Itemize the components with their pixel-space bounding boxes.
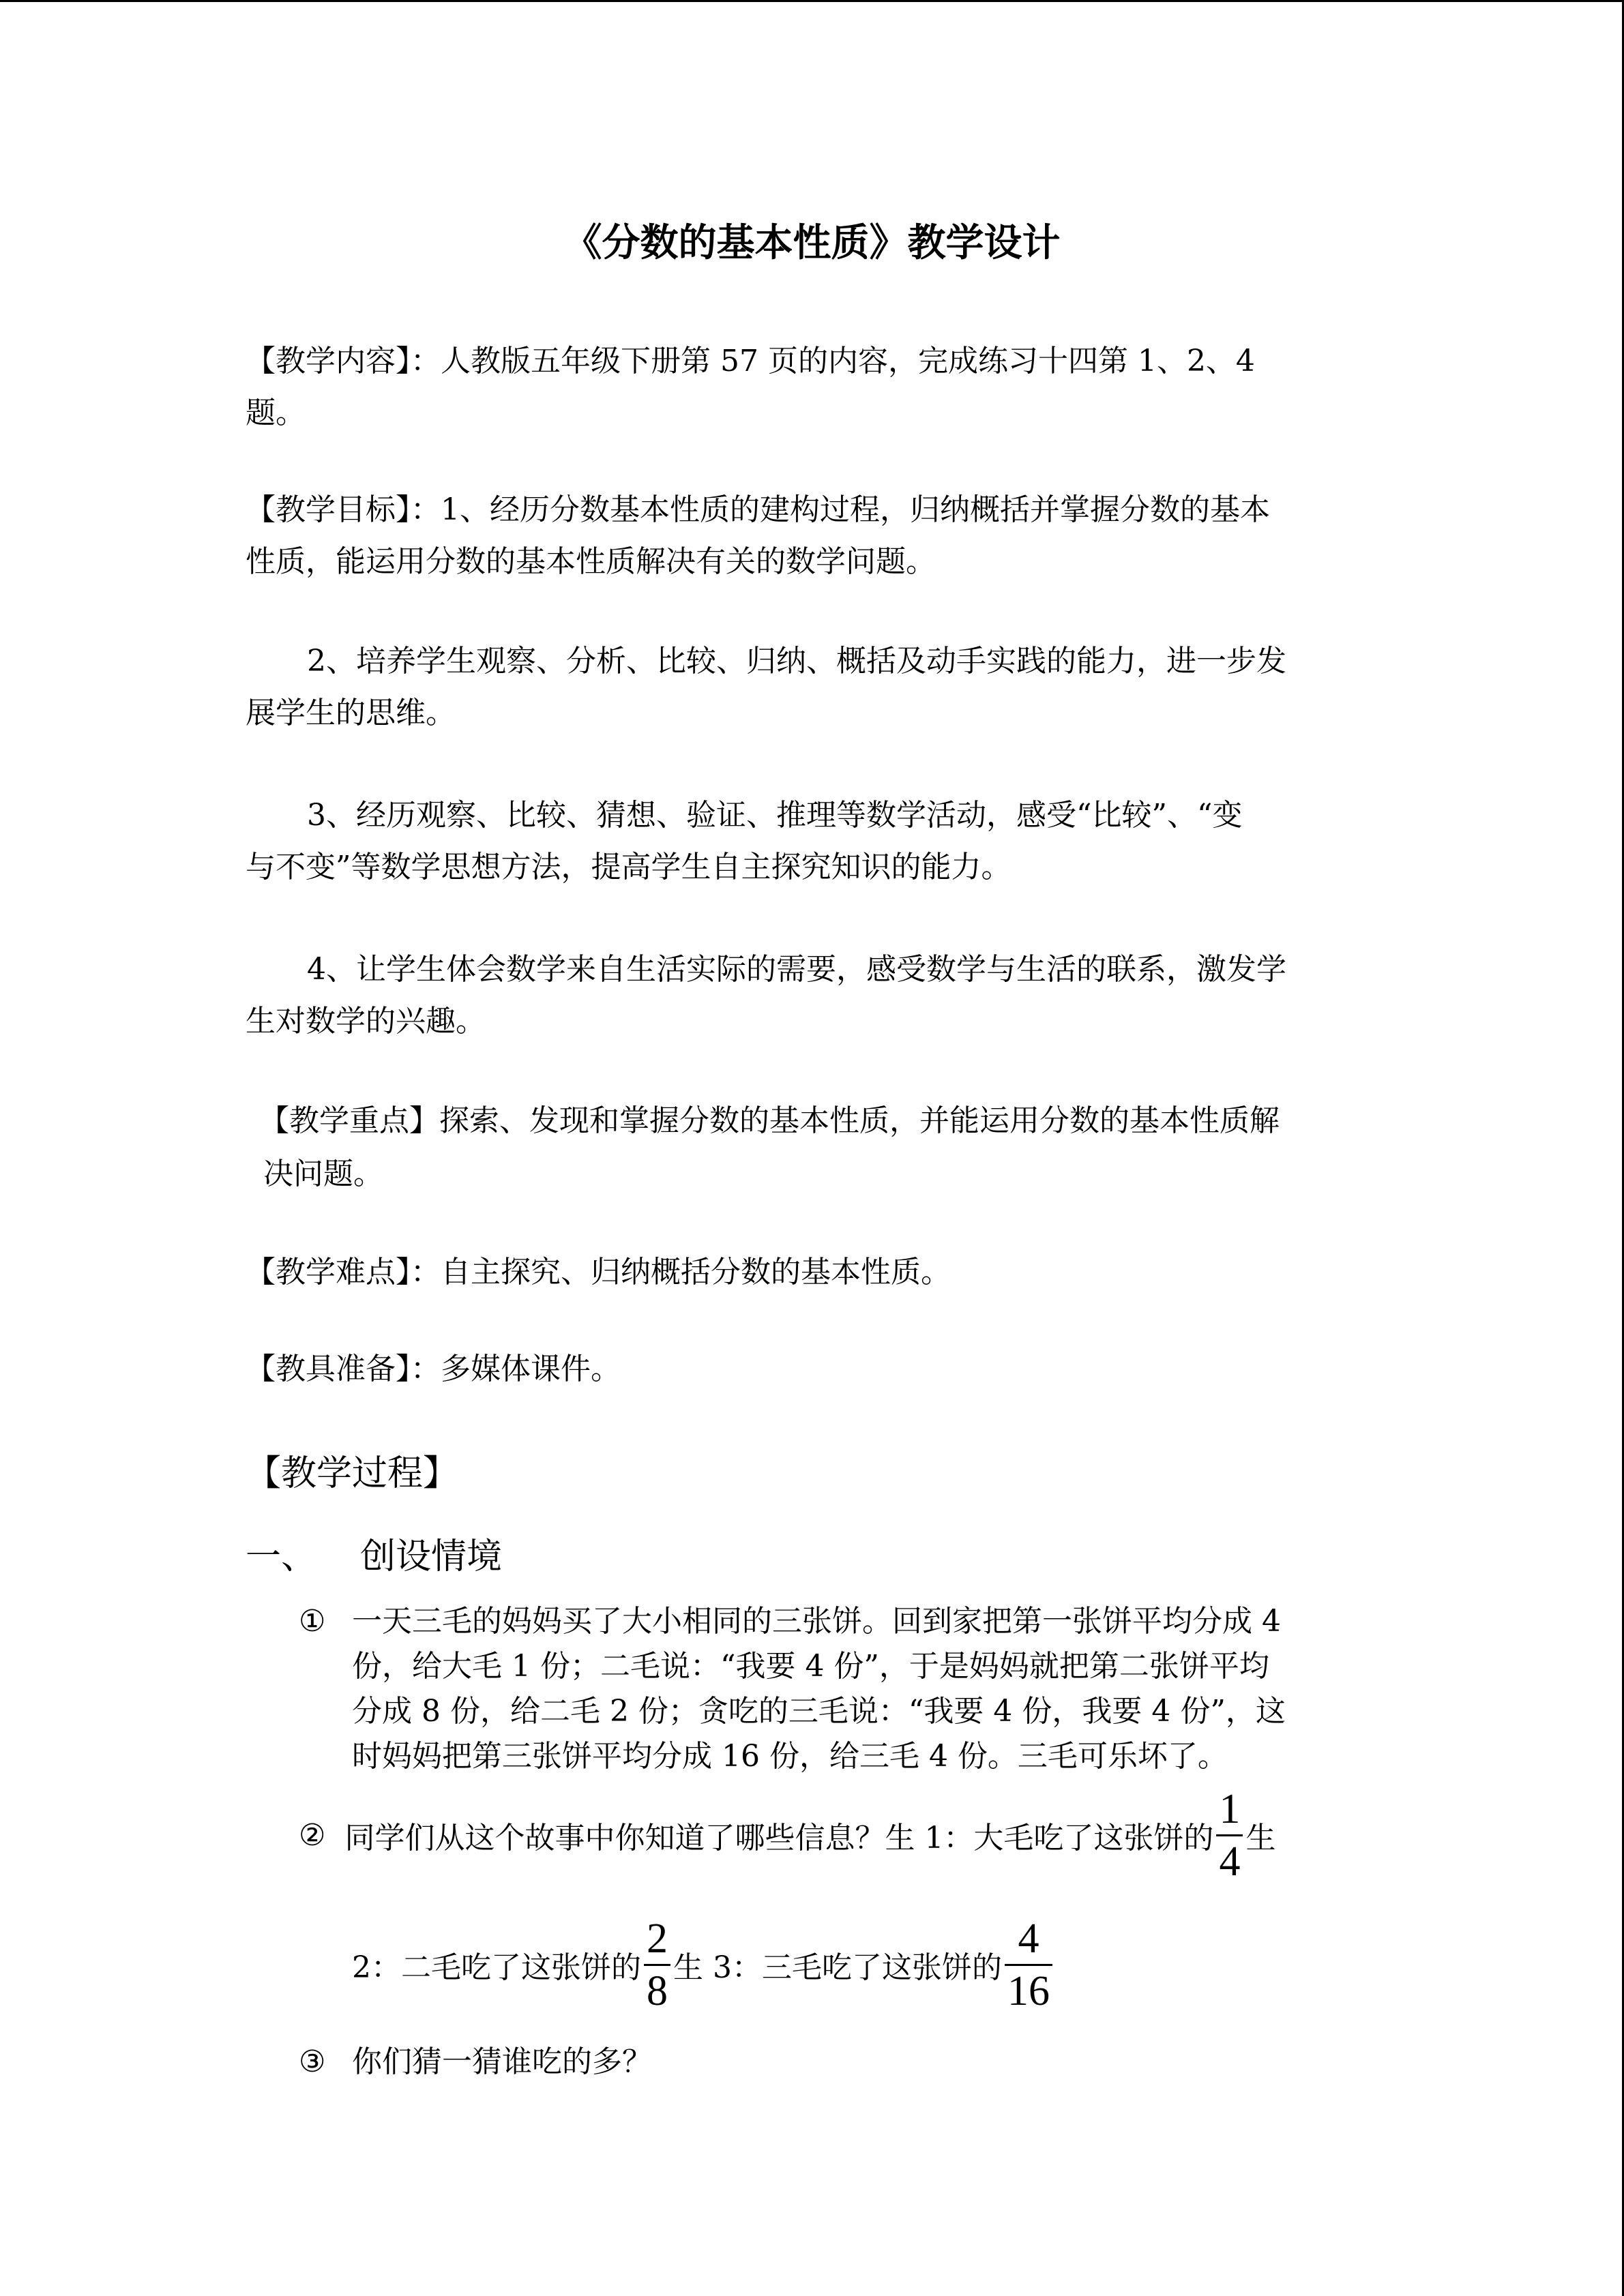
goal-2-line-2: 展学生的思维。 bbox=[246, 696, 456, 730]
process-heading: 【教学过程】 bbox=[246, 1453, 459, 1494]
content-line-2: 题。 bbox=[246, 396, 306, 430]
fraction-two-eighths bbox=[644, 1915, 670, 2014]
fraction-four-sixteenths bbox=[1005, 1915, 1052, 2014]
item-1-line-4: 时妈妈把第三张饼平均分成 16 份，给三毛 4 份。三毛可乐坏了。 bbox=[352, 1739, 1228, 1774]
item-2-text-b: 生 bbox=[1245, 1821, 1276, 1855]
goal-1-line-2: 性质，能运用分数的基本性质解决有关的数学问题。 bbox=[246, 544, 936, 579]
fraction-2-denominator: 8 bbox=[644, 1964, 670, 2012]
goal-4-line-1: 4、让学生体会数学来自生活实际的需要，感受数学与生活的联系，激发学 bbox=[307, 952, 1286, 987]
item-2-row-1 bbox=[299, 1784, 1275, 1886]
item-2-text-d: 生 3：三毛吃了这张饼的 bbox=[673, 1950, 1002, 1985]
content-line-1: 【教学内容】：人教版五年级下册第 57 页的内容，完成练习十四第 1、2、4 bbox=[246, 344, 1255, 378]
item-3-text: 你们猜一猜谁吃的多？ bbox=[352, 2044, 652, 2079]
tools: 【教具准备】：多媒体课件。 bbox=[246, 1352, 621, 1386]
section-1-number: 一、 bbox=[246, 1536, 317, 1577]
key-points-line-2: 决问题。 bbox=[263, 1157, 383, 1191]
fraction-1-numerator: 1 bbox=[1219, 1785, 1241, 1832]
section-1-title: 创设情境 bbox=[360, 1536, 503, 1577]
fraction-2-numerator: 2 bbox=[647, 1915, 668, 1962]
goal-2-line-1: 2、培养学生观察、分析、比较、归纳、概括及动手实践的能力，进一步发 bbox=[307, 644, 1286, 679]
fraction-1-denominator: 4 bbox=[1216, 1834, 1243, 1883]
goal-4-line-2: 生对数学的兴趣。 bbox=[246, 1004, 486, 1039]
difficulty: 【教学难点】：自主探究、归纳概括分数的基本性质。 bbox=[246, 1255, 951, 1289]
fraction-3-denominator: 16 bbox=[1005, 1964, 1052, 2012]
item-3-marker: ③ bbox=[299, 2044, 326, 2079]
item-1-line-1: 一天三毛的妈妈买了大小相同的三张饼。回到家把第一张饼平均分成 4 bbox=[352, 1604, 1281, 1639]
item-1-line-3: 分成 8 份，给二毛 2 份；贪吃的三毛说：“我要 4 份，我要 4 份”，这 bbox=[352, 1694, 1286, 1729]
item-1-line-2: 份，给大毛 1 份；二毛说：“我要 4 份”，于是妈妈就把第二张饼平均 bbox=[352, 1649, 1269, 1684]
key-points-line-1: 【教学重点】探索、发现和掌握分数的基本性质，并能运用分数的基本性质解 bbox=[259, 1103, 1280, 1138]
page-title: 《分数的基本性质》教学设计 bbox=[563, 221, 1061, 265]
fraction-one-quarter bbox=[1216, 1785, 1243, 1885]
fraction-3-numerator: 4 bbox=[1018, 1915, 1039, 1962]
goal-3-line-1: 3、经历观察、比较、猜想、验证、推理等数学活动，感受“比较”、“变 bbox=[307, 798, 1243, 833]
goal-3-line-2: 与不变”等数学思想方法，提高学生自主探究知识的能力。 bbox=[246, 850, 1012, 884]
item-2-row-2 bbox=[352, 1913, 1055, 2016]
item-1-marker: ① bbox=[299, 1604, 326, 1639]
goal-1-line-1: 【教学目标】：1、经历分数基本性质的建构过程，归纳概括并掌握分数的基本 bbox=[246, 492, 1270, 527]
item-2-text-a: 同学们从这个故事中你知道了哪些信息？生 1：大毛吃了这张饼的 bbox=[344, 1821, 1214, 1855]
item-2-text-c: 2：二毛吃了这张饼的 bbox=[352, 1950, 641, 1985]
item-2-marker: ② bbox=[299, 1817, 326, 1853]
